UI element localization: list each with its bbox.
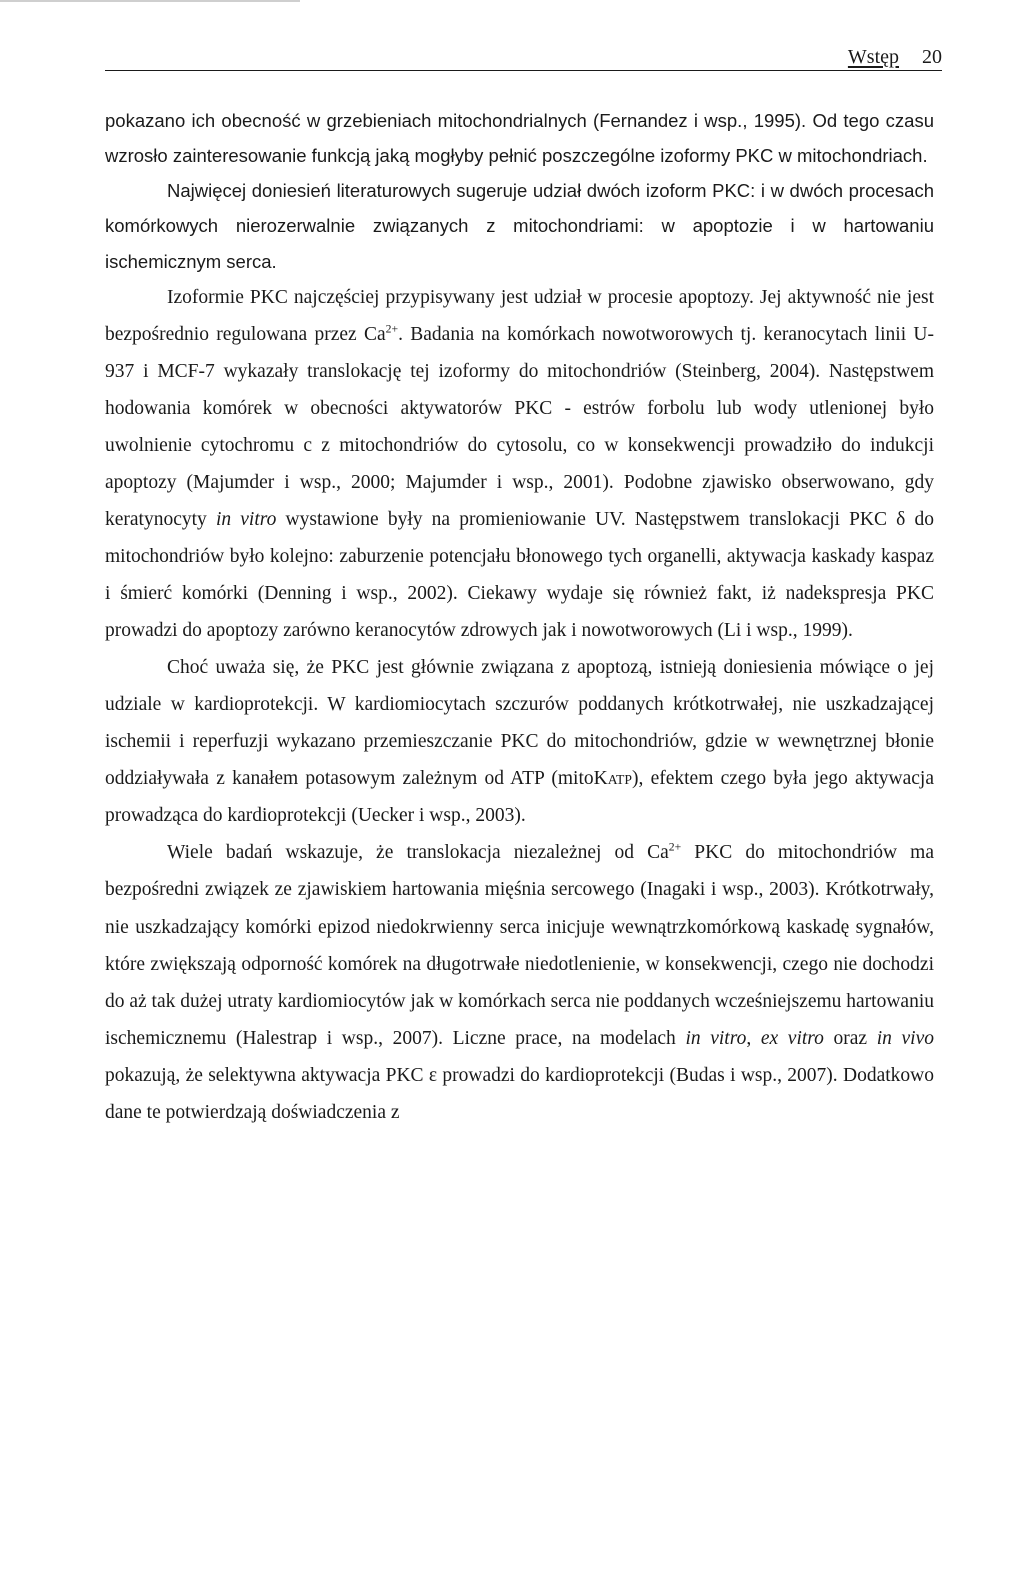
paragraph-5: Wiele badań wskazuje, że translokacja niezależnej od $Ca^{2+}$ PKC do mitochondriów ma bezpośredni związek ze zjawiskiem hartowania mięśnia sercowego (Inagaki i wsp., 2003). Krótkotrwały, nie uszkadzający komórki epizod niedokrwienny serca inicjuje wewnątrzkomórkową kaskadę sygnałów, które zwiększają odporność komórek na długotrwałe niedotlenienie, w konsekwencji, czego nie dochodzi do aż tak dużej utraty kardiomiocytów jak w komórkach serca nie poddanych wcześniejszemu hartowaniu ischemicznemu (Halestrap i wsp., 2007). Liczne prace, na modelach in vitro, ex vitro oraz in vivo pokazują, że selektywna aktywacja PKC ε prowadzi do kardioprotekcji (Budas i wsp., 2007). Dodatkowo dane te potwierdzają doświadczenia z — [105, 840, 934, 1123]
paragraph-3: Izoformie PKC najczęściej przypisywany jest udział w procesie apoptozy. Jej aktywność nie jest bezpośrednio regulowana przez $Ca^{2+}$. Badania na komórkach nowotworowych tj. keranocytach linii U-937 i MCF-7 wykazały translokację tej izoformy do mitochondriów (Steinberg, 2004). Następstwem hodowania komórek w obecności aktywatorów PKC - estrów forbolu lub wody utlenionej było uwolnienie cytochromu c z mitochondriów do cytosolu, co w konsekwencji prowadziło do indukcji apoptozy (Majumder i wsp., 2000; Majumder i wsp., 2001). Podobne zjawisko obserwowano, gdy keratynocyty in vitro wystawione były na promieniowanie UV. Następstwem translokacji PKC δ do mitochondriów było kolejno: zaburzenie potencjału błonowego tych organelli, aktywacja kaskady kaspaz i śmierć komórki (Denning i wsp., 2002). Ciekawy wydaje się również fakt, iż nadekspresja PKC prowadzi do apoptozy zarówno keranocytów zdrowych jak i nowotworowych (Li i wsp., 1999). — [105, 286, 935, 642]
paragraph-1: pokazano ich obecność w grzebieniach mitochondrialnych (Fernandez i wsp., 1995). Od tego czasu wzrosło zainteresowanie funkcją jaką mogłyby pełnić poszczególne izoformy PKC w mitochondriach. — [105, 110, 934, 167]
page-number: 20 — [922, 46, 942, 68]
section-title: Wstęp — [847, 46, 899, 68]
body-text — [105, 103, 934, 1131]
top-rule — [0, 0, 300, 2]
paragraph-4: Choć uważa się, że PKC jest głównie związana z apoptozą, istnieją doniesienia mówiące o jej udziale w kardioprotekcji. W kardiomiocytach szczurów poddanych krótkotrwałej, nie uszkadzającej ischemii i reperfuzji wykazano przemieszczanie PKC do mitochondriów, gdzie w wewnętrznej błonie oddziaływała z kanałem potasowym zależnym od ATP (mitoKATP), efektem czego była jego aktywacja prowadząca do kardioprotekcji (Uecker i wsp., 2003). — [105, 657, 934, 827]
page-header — [105, 44, 942, 71]
paragraph-2: Najwięcej doniesień literaturowych sugeruje udział dwóch izoform PKC: i w dwóch procesach komórkowych nierozerwalnie związanych z mitochondriami: w apoptozie i w hartowaniu ischemicznym serca. — [105, 180, 934, 272]
